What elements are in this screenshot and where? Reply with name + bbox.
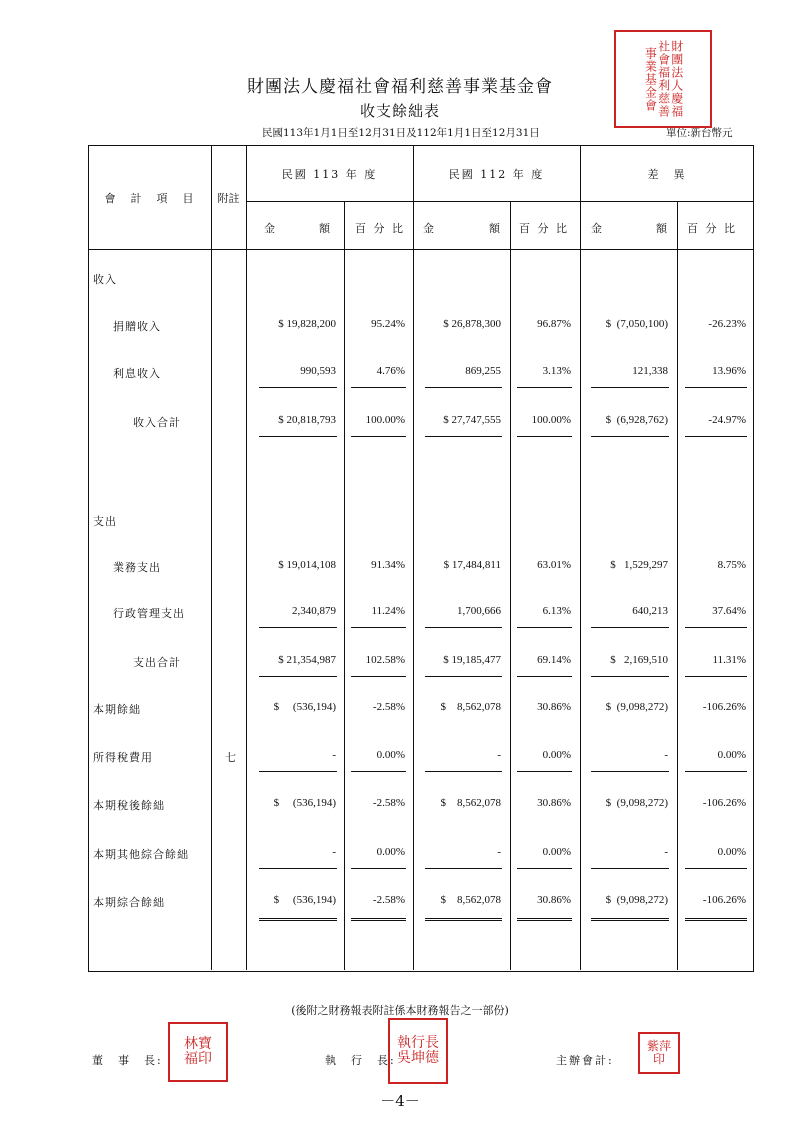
row-label: 本期綜合餘絀 xyxy=(93,896,165,909)
amount-header-112-left: 金 xyxy=(423,222,434,235)
row-value-pd: -26.23% xyxy=(708,318,746,330)
percent-header-diff: 百 分 比 xyxy=(687,222,737,235)
row-value-p112: 3.13% xyxy=(542,365,571,377)
row-value-pd: 8.75% xyxy=(717,559,746,571)
footnote: (後附之財務報表附註係本財務報告之一部份) xyxy=(291,1004,509,1017)
row-value-ad: 640,213 xyxy=(632,605,668,617)
row-value-pd: -106.26% xyxy=(702,894,746,906)
row-value-a113: 990,593 xyxy=(300,365,336,377)
row-value-p112: 30.86% xyxy=(537,894,571,906)
chairman-seal xyxy=(168,1022,228,1082)
foundation-seal-text: 財團法人慶福社會福利慈善事業基金會 xyxy=(643,40,684,118)
line-underline xyxy=(351,868,406,869)
row-label: 業務支出 xyxy=(113,561,161,574)
amount-header-diff-left: 金 xyxy=(591,222,602,235)
row-value-p113: -2.58% xyxy=(372,701,405,713)
total-underline xyxy=(351,676,406,677)
subtotal-underline xyxy=(425,627,502,628)
total-underline xyxy=(685,676,747,677)
row-value-a112: $ 26,878,300 xyxy=(443,318,501,330)
row-value-a112: 869,255 xyxy=(465,365,501,377)
line-underline xyxy=(591,868,669,869)
line-underline xyxy=(351,771,406,772)
row-label: 本期餘絀 xyxy=(93,703,141,716)
row-value-p112: 6.13% xyxy=(542,605,571,617)
ceo-seal xyxy=(388,1018,448,1084)
line-underline xyxy=(517,771,572,772)
subtotal-underline xyxy=(351,627,406,628)
column-group-113: 民國 113 年 度 xyxy=(281,168,378,181)
row-value-a113: $ (536,194) xyxy=(273,894,336,906)
row-value-p113: 100.00% xyxy=(365,414,405,426)
total-underline xyxy=(351,436,406,437)
row-value-p113: -2.58% xyxy=(372,894,405,906)
row-value-p113: 4.76% xyxy=(376,365,405,377)
row-value-a113: - xyxy=(332,846,336,858)
final-double-underline xyxy=(425,918,502,921)
ceo-seal-text: 執行長吳坤德 xyxy=(397,1034,439,1066)
row-label: 支出 xyxy=(93,515,117,528)
row-value-pd: 11.31% xyxy=(712,654,746,666)
row-value-a113: - xyxy=(332,749,336,761)
row-value-p113: 91.34% xyxy=(371,559,405,571)
percent-header-113: 百 分 比 xyxy=(355,222,405,235)
line-underline xyxy=(425,868,502,869)
row-label: 所得稅費用 xyxy=(93,751,153,764)
page-number: －4－ xyxy=(380,1092,420,1110)
line-underline xyxy=(425,771,502,772)
total-underline xyxy=(591,676,669,677)
row-value-p113: 102.58% xyxy=(365,654,405,666)
row-value-a113: $ 21,354,987 xyxy=(278,654,336,666)
column-group-112: 民國 112 年 度 xyxy=(448,168,545,181)
row-value-a112: $ 27,747,555 xyxy=(443,414,501,426)
row-value-ad: $ (9,098,272) xyxy=(605,894,668,906)
subtotal-underline xyxy=(259,387,337,388)
row-value-a112: $ 17,484,811 xyxy=(443,559,501,571)
line-underline xyxy=(685,868,747,869)
accountant-label: 主辦會計: xyxy=(556,1054,614,1067)
row-label: 捐贈收入 xyxy=(113,320,161,333)
row-value-pd: -24.97% xyxy=(708,414,746,426)
row-value-p112: 30.86% xyxy=(537,701,571,713)
report-title: 財團法人慶福社會福利慈善事業基金會 xyxy=(247,77,553,97)
chairman-label: 董 事 長: xyxy=(92,1054,163,1067)
line-underline xyxy=(259,868,337,869)
row-label: 支出合計 xyxy=(133,656,181,669)
row-value-a112: 1,700,666 xyxy=(457,605,501,617)
subtotal-underline xyxy=(351,387,406,388)
row-value-ad: $ (6,928,762) xyxy=(605,414,668,426)
row-value-pd: 0.00% xyxy=(717,749,746,761)
row-value-ad: - xyxy=(664,749,668,761)
row-value-pd: -106.26% xyxy=(702,701,746,713)
accountant-seal xyxy=(638,1032,680,1074)
row-value-p112: 96.87% xyxy=(537,318,571,330)
line-underline xyxy=(685,771,747,772)
subtotal-underline xyxy=(685,627,747,628)
row-value-ad: $ 2,169,510 xyxy=(610,654,668,666)
final-double-underline xyxy=(517,918,572,921)
row-value-a113: 2,340,879 xyxy=(292,605,336,617)
row-value-ad: $ (7,050,100) xyxy=(605,318,668,330)
column-header-note: 附註 xyxy=(217,192,240,205)
row-value-a113: $ (536,194) xyxy=(273,797,336,809)
row-label: 行政管理支出 xyxy=(113,607,185,620)
row-value-a112: $ 8,562,078 xyxy=(440,701,501,713)
row-label: 利息收入 xyxy=(113,367,161,380)
amount-header-112-right: 額 xyxy=(489,222,500,235)
row-value-p112: 100.00% xyxy=(531,414,571,426)
row-note: 七 xyxy=(225,751,236,764)
row-value-a112: - xyxy=(497,749,501,761)
row-value-pd: 13.96% xyxy=(712,365,746,377)
row-value-a113: $ 20,818,793 xyxy=(278,414,336,426)
row-value-ad: 121,338 xyxy=(632,365,668,377)
line-underline xyxy=(259,771,337,772)
row-value-ad: $ 1,529,297 xyxy=(610,559,668,571)
statement-table xyxy=(88,145,754,972)
final-double-underline xyxy=(591,918,669,921)
row-value-p113: 0.00% xyxy=(376,846,405,858)
row-value-p112: 0.00% xyxy=(542,846,571,858)
report-subtitle: 收支餘絀表 xyxy=(359,102,440,120)
subtotal-underline xyxy=(517,387,572,388)
total-underline xyxy=(517,436,572,437)
line-underline xyxy=(591,771,669,772)
accountant-seal-text: 紫萍印 xyxy=(646,1038,671,1066)
row-value-pd: -106.26% xyxy=(702,797,746,809)
currency-unit: 單位:新台幣元 xyxy=(666,127,733,139)
report-period: 民國113年1月1日至12月31日及112年1月1日至12月31日 xyxy=(262,127,540,139)
total-underline xyxy=(685,436,747,437)
total-underline xyxy=(425,676,502,677)
row-value-a113: $ 19,014,108 xyxy=(278,559,336,571)
subtotal-underline xyxy=(517,627,572,628)
amount-header-diff-right: 額 xyxy=(656,222,667,235)
row-value-ad: $ (9,098,272) xyxy=(605,797,668,809)
row-value-pd: 37.64% xyxy=(712,605,746,617)
total-underline xyxy=(259,676,337,677)
row-value-p113: -2.58% xyxy=(372,797,405,809)
total-underline xyxy=(259,436,337,437)
row-value-p113: 95.24% xyxy=(371,318,405,330)
amount-header-113-right: 額 xyxy=(319,222,330,235)
column-group-diff: 差 異 xyxy=(647,168,687,181)
final-double-underline xyxy=(259,918,337,921)
subtotal-underline xyxy=(591,387,669,388)
row-value-p112: 0.00% xyxy=(542,749,571,761)
row-label: 本期稅後餘絀 xyxy=(93,799,165,812)
subtotal-underline xyxy=(425,387,502,388)
row-value-ad: $ (9,098,272) xyxy=(605,701,668,713)
column-header-item: 會 計 項 目 xyxy=(104,192,196,205)
subtotal-underline xyxy=(259,627,337,628)
row-label: 收入合計 xyxy=(133,416,181,429)
final-double-underline xyxy=(685,918,747,921)
row-value-p113: 0.00% xyxy=(376,749,405,761)
row-value-p112: 30.86% xyxy=(537,797,571,809)
total-underline xyxy=(591,436,669,437)
row-label: 本期其他綜合餘絀 xyxy=(93,848,189,861)
row-value-a113: $ (536,194) xyxy=(273,701,336,713)
subtotal-underline xyxy=(685,387,747,388)
row-label: 收入 xyxy=(93,273,117,286)
row-value-ad: - xyxy=(664,846,668,858)
row-value-p113: 11.24% xyxy=(371,605,405,617)
row-value-a112: $ 8,562,078 xyxy=(440,894,501,906)
row-value-a112: - xyxy=(497,846,501,858)
row-value-pd: 0.00% xyxy=(717,846,746,858)
row-value-a112: $ 19,185,477 xyxy=(443,654,501,666)
ceo-label: 執 行 長: xyxy=(325,1054,396,1067)
foundation-seal xyxy=(614,30,712,128)
row-value-a112: $ 8,562,078 xyxy=(440,797,501,809)
row-value-p112: 63.01% xyxy=(537,559,571,571)
row-value-a113: $ 19,828,200 xyxy=(278,318,336,330)
line-underline xyxy=(517,868,572,869)
final-double-underline xyxy=(351,918,406,921)
chairman-seal-text: 林寶福印 xyxy=(184,1035,212,1067)
subtotal-underline xyxy=(591,627,669,628)
row-value-p112: 69.14% xyxy=(537,654,571,666)
percent-header-112: 百 分 比 xyxy=(519,222,569,235)
amount-header-113-left: 金 xyxy=(264,222,275,235)
total-underline xyxy=(517,676,572,677)
total-underline xyxy=(425,436,502,437)
